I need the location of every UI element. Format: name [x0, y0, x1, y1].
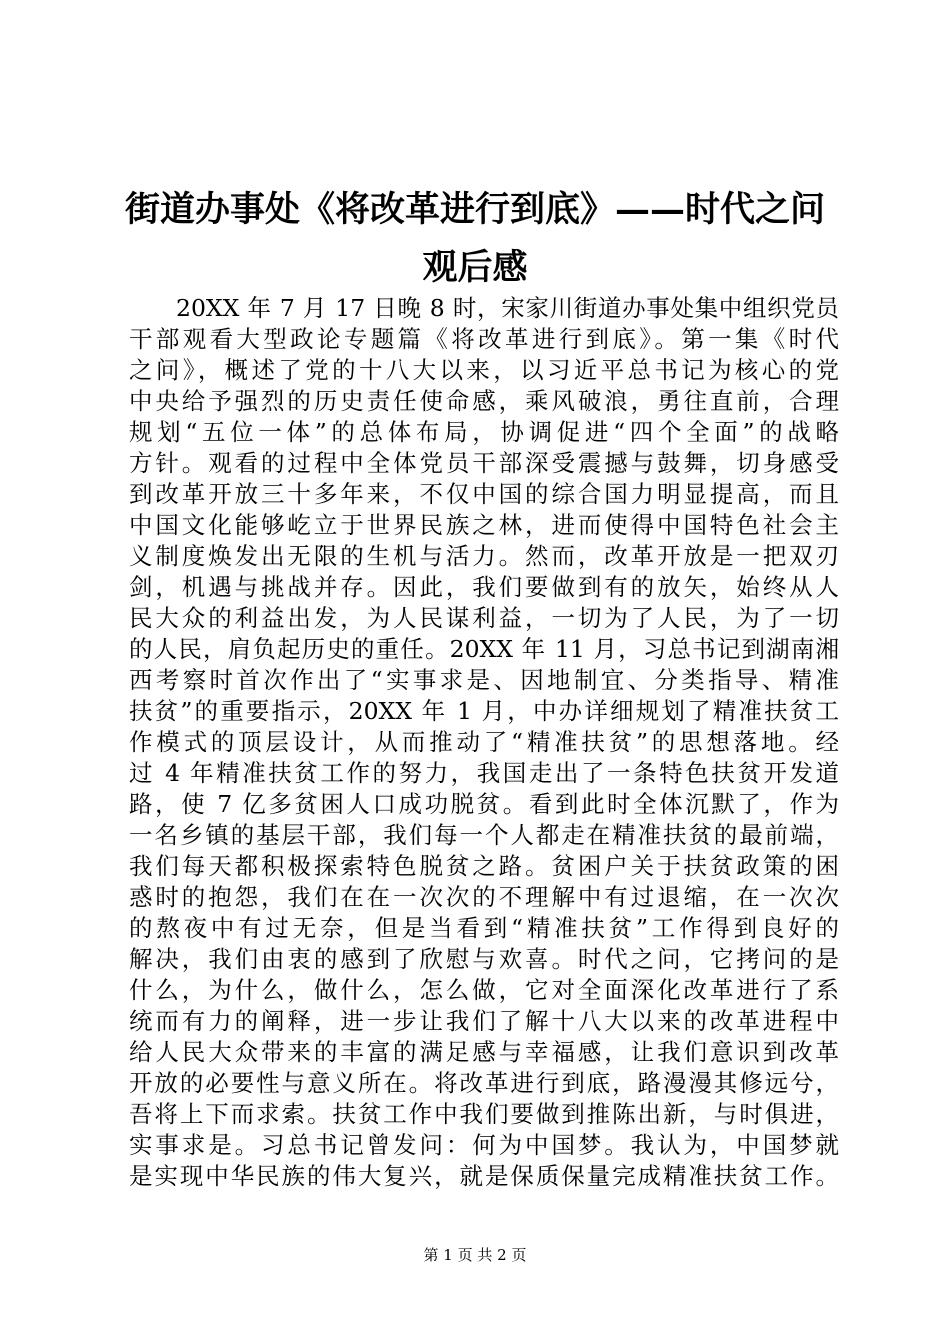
body-line: 中国文化能够屹立于世界民族之林，进而使得中国特色社会主 — [129, 511, 839, 539]
document-title-line1: 街道办事处《将改革进行到底》——时代之问 — [124, 189, 825, 230]
document-title-line2: 观后感 — [422, 247, 528, 288]
body-line: 惑时的抱怨，我们在在一次次的不理解中有过退缩，在一次次 — [129, 883, 839, 911]
body-line: 中央给予强烈的历史责任使命感，乘风破浪，勇往直前，合理 — [129, 387, 839, 415]
body-line: 开放的必要性与意义所在。将改革进行到底，路漫漫其修远兮， — [129, 1069, 839, 1097]
body-line: 20XX 年 7 月 17 日晚 8 时，宋家川街道办事处集中组织党员 — [176, 294, 839, 322]
body-line: 什么，为什么，做什么，怎么做，它对全面深化改革进行了系 — [129, 976, 839, 1004]
body-line: 路，使 7 亿多贫困人口成功脱贫。看到此时全体沉默了，作为 — [129, 790, 839, 818]
body-line: 给人民大众带来的丰富的满足感与幸福感，让我们意识到改革 — [129, 1038, 839, 1066]
body-line: 的熬夜中有过无奈，但是当看到“精准扶贫”工作得到良好的 — [129, 914, 839, 942]
body-line: 扶贫”的重要指示，20XX 年 1 月，中办详细规划了精准扶贫工 — [129, 697, 839, 725]
body-line: 过 4 年精准扶贫工作的努力，我国走出了一条特色扶贫开发道 — [129, 759, 839, 787]
body-line: 统而有力的阐释，进一步让我们了解十八大以来的改革进程中 — [129, 1007, 839, 1035]
body-line: 一名乡镇的基层干部，我们每一个人都走在精准扶贫的最前端， — [129, 821, 839, 849]
body-line: 解决，我们由衷的感到了欣慰与欢喜。时代之问，它拷问的是 — [129, 945, 839, 973]
page-footer: 第 1 页 共 2 页 — [423, 1246, 527, 1264]
document-body — [129, 293, 839, 1192]
body-line: 到改革开放三十多年来，不仅中国的综合国力明显提高，而且 — [129, 480, 839, 508]
body-line: 西考察时首次作出了“实事求是、因地制宜、分类指导、精准 — [129, 666, 839, 694]
body-line: 我们每天都积极探索特色脱贫之路。贫困户关于扶贫政策的困 — [129, 852, 839, 880]
body-line: 吾将上下而求索。扶贫工作中我们要做到推陈出新，与时俱进， — [129, 1100, 839, 1128]
body-line: 方针。观看的过程中全体党员干部深受震撼与鼓舞，切身感受 — [129, 449, 839, 477]
body-line: 的人民，肩负起历史的重任。20XX 年 11 月，习总书记到湖南湘 — [129, 635, 839, 663]
body-line: 实事求是。习总书记曾发问：何为中国梦。我认为，中国梦就 — [129, 1131, 839, 1159]
body-line: 干部观看大型政论专题篇《将改革进行到底》。第一集《时代 — [129, 325, 839, 353]
body-line: 义制度焕发出无限的生机与活力。然而，改革开放是一把双刃 — [129, 542, 839, 570]
body-line: 是实现中华民族的伟大复兴，就是保质保量完成精准扶贫工作。 — [129, 1162, 839, 1190]
body-line: 之问》，概述了党的十八大以来，以习近平总书记为核心的党 — [129, 356, 839, 384]
body-line: 作模式的顶层设计，从而推动了“精准扶贫”的思想落地。经 — [129, 728, 839, 756]
body-line: 民大众的利益出发，为人民谋利益，一切为了人民，为了一切 — [129, 604, 839, 632]
body-line: 规划“五位一体”的总体布局，协调促进“四个全面”的战略 — [129, 418, 839, 446]
body-line: 剑，机遇与挑战并存。因此，我们要做到有的放矢，始终从人 — [129, 573, 839, 601]
